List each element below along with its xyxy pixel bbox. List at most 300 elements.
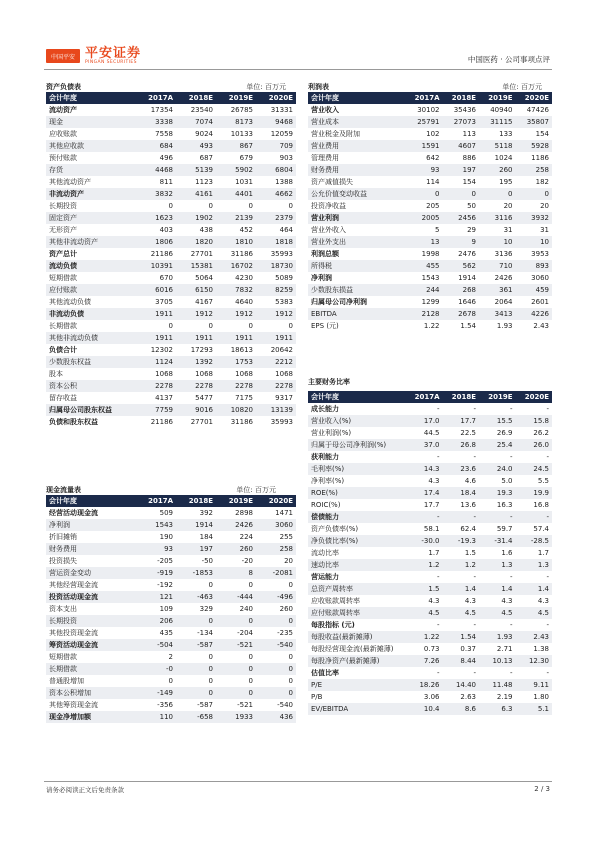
- row-label: 投资活动现金流: [46, 591, 136, 603]
- row-value: 3338: [136, 116, 176, 128]
- row-label: EPS (元): [311, 322, 339, 330]
- row-value: -204: [237, 629, 253, 637]
- row-value: 903: [279, 154, 293, 162]
- row-value: -1853: [176, 567, 216, 579]
- row-value: -: [509, 621, 513, 629]
- table-row: [308, 595, 552, 607]
- row-value: 13.6: [460, 501, 476, 509]
- row-value: 182: [535, 178, 549, 186]
- row-value: 20: [503, 202, 513, 210]
- row-label: 其他投资现金流: [49, 629, 98, 637]
- row-value: -30.0: [406, 535, 443, 547]
- row-value: 29: [467, 226, 476, 234]
- row-label: EBITDA: [308, 308, 406, 320]
- row-value: 1068: [275, 370, 293, 378]
- table-row: [46, 627, 296, 639]
- balance-sheet-table: [46, 92, 296, 428]
- row-value: 709: [256, 140, 296, 152]
- table-row: [308, 284, 552, 296]
- column-header-year: 2020E: [516, 391, 553, 403]
- row-value: 4607: [443, 140, 480, 152]
- row-label: 营业费用: [308, 140, 406, 152]
- row-value: 1623: [136, 212, 176, 224]
- table-row: [308, 703, 552, 715]
- row-label: 资产负债率(%): [311, 525, 359, 533]
- row-value: 4226: [516, 308, 553, 320]
- row-value: 438: [199, 226, 213, 234]
- row-value: 2456: [443, 212, 480, 224]
- table-row: [308, 260, 552, 272]
- row-value: -521: [237, 701, 253, 709]
- row-value: 1.93: [496, 322, 513, 330]
- row-value: 1911: [136, 308, 176, 320]
- table-row: [46, 284, 296, 296]
- row-value: 17293: [190, 346, 213, 354]
- row-value: 1024: [494, 154, 513, 162]
- table-row: [308, 272, 552, 284]
- row-value: 16.8: [533, 501, 549, 509]
- row-value: 1186: [531, 154, 549, 162]
- table-row: [46, 152, 296, 164]
- row-value: -658: [176, 711, 216, 723]
- table-row: [46, 404, 296, 416]
- row-label: 长期借款: [46, 663, 136, 675]
- row-value: 17354: [150, 106, 173, 114]
- row-value: 35993: [270, 250, 293, 258]
- row-value: 13: [406, 236, 443, 248]
- row-value: 197: [443, 164, 480, 176]
- row-value: 4137: [155, 394, 173, 402]
- row-label: 短期借款: [49, 274, 77, 282]
- row-value: 3060: [256, 519, 296, 531]
- table-row: [46, 687, 296, 699]
- row-value: 1.4: [516, 583, 553, 595]
- row-label: 总资产周转率: [308, 583, 406, 595]
- row-value: -587: [197, 701, 213, 709]
- row-value: 24.0: [479, 463, 516, 475]
- row-value: 0: [208, 202, 213, 210]
- row-value: 24.5: [516, 463, 553, 475]
- row-value: 2064: [494, 298, 513, 306]
- row-value: 4167: [195, 298, 213, 306]
- logo-name: 平安证券: [85, 46, 142, 61]
- row-value: 4.5: [443, 607, 480, 619]
- row-value: 27701: [190, 250, 213, 258]
- row-value: 3953: [531, 250, 549, 258]
- row-value: 25791: [406, 116, 443, 128]
- row-value: 1471: [275, 509, 293, 517]
- row-value: 1.93: [479, 631, 516, 643]
- row-value: 0: [288, 322, 293, 330]
- row-value: 5089: [275, 274, 293, 282]
- row-value: -: [509, 453, 513, 461]
- table-row: [308, 140, 552, 152]
- row-value: 0: [288, 581, 293, 589]
- row-value: 17.0: [406, 415, 443, 427]
- row-label: 营业外收入: [311, 226, 346, 234]
- row-value: 361: [479, 284, 516, 296]
- row-value: 31331: [270, 106, 293, 114]
- row-value: 1.3: [479, 559, 516, 571]
- row-value: 5139: [176, 164, 216, 176]
- table-row: [308, 523, 552, 535]
- column-header-year: 2017A: [136, 92, 176, 104]
- row-value: 2898: [235, 509, 253, 517]
- row-value: -: [479, 511, 516, 523]
- row-value: 1998: [421, 250, 440, 258]
- row-value: 452: [239, 226, 253, 234]
- row-label: 公允价值变动收益: [308, 188, 406, 200]
- row-value: 1.2: [443, 559, 480, 571]
- row-label: 负债和股东权益: [49, 418, 98, 426]
- row-value: 1.7: [428, 549, 440, 557]
- row-label: 营业税金及附加: [311, 130, 360, 138]
- row-value: 3705: [155, 298, 173, 306]
- row-value: 4.5: [479, 607, 516, 619]
- row-value: 0: [288, 202, 293, 210]
- row-value: 35807: [516, 116, 553, 128]
- row-label: 其他应收款: [46, 140, 136, 152]
- row-value: 16702: [216, 260, 256, 272]
- table-row: [308, 296, 552, 308]
- row-value: 19.9: [516, 487, 553, 499]
- row-value: 4.6: [464, 477, 476, 485]
- row-value: 22.5: [460, 429, 476, 437]
- table-row: [46, 675, 296, 687]
- row-value: 27701: [190, 418, 213, 426]
- table-row: [46, 200, 296, 212]
- row-label: 净负债比率(%): [308, 535, 406, 547]
- row-value: 1.4: [443, 583, 480, 595]
- row-value: -: [406, 511, 443, 523]
- row-value: -: [436, 453, 440, 461]
- row-value: 8.44: [443, 655, 480, 667]
- row-value: -: [436, 669, 440, 677]
- table-row: [46, 380, 296, 392]
- row-label: 资本公积: [46, 380, 136, 392]
- row-value: 8: [216, 567, 256, 579]
- row-label: P/E: [308, 679, 406, 691]
- table-row: [308, 619, 552, 631]
- row-value: 0: [248, 322, 253, 330]
- column-header-year: 2020E: [256, 495, 296, 507]
- row-label: 少数股东权益: [46, 356, 136, 368]
- row-value: -: [516, 511, 553, 523]
- table-row: [46, 236, 296, 248]
- column-header-year: 2019E: [479, 391, 516, 403]
- row-value: 205: [426, 202, 440, 210]
- table-row: [46, 567, 296, 579]
- row-label: 非流动资产: [46, 188, 136, 200]
- row-value: 10391: [136, 260, 176, 272]
- row-value: 684: [136, 140, 176, 152]
- row-value: 5: [435, 226, 440, 234]
- row-value: 57.4: [533, 525, 549, 533]
- row-value: 392: [199, 509, 213, 517]
- pingan-securities-logo: [46, 47, 141, 66]
- row-value: 7759: [136, 404, 176, 416]
- table-row: [308, 463, 552, 475]
- table-row: [308, 128, 552, 140]
- table-row: [308, 691, 552, 703]
- row-value: -: [546, 453, 549, 461]
- row-value: 26.8: [443, 439, 480, 451]
- header-divider: [44, 69, 552, 70]
- cash-flow-title: 现金流量表: [46, 486, 81, 494]
- row-label: 每股收益(最新摊薄): [308, 631, 406, 643]
- row-value: 27073: [443, 116, 480, 128]
- row-value: 18.4: [443, 487, 480, 499]
- row-value: 0: [208, 677, 213, 685]
- table-row: [46, 140, 296, 152]
- row-value: 1.80: [533, 693, 549, 701]
- row-value: 4.3: [501, 597, 513, 605]
- row-value: 3060: [531, 274, 549, 282]
- table-header-row: [46, 495, 296, 507]
- row-value: 8.6: [443, 703, 480, 715]
- income-statement-section: [308, 80, 552, 332]
- row-label: EV/EBITDA: [308, 703, 406, 715]
- row-value: 2278: [136, 380, 176, 392]
- row-value: 1820: [176, 236, 216, 248]
- row-value: -540: [277, 701, 293, 709]
- row-value: 4662: [256, 188, 296, 200]
- table-row: [46, 591, 296, 603]
- row-value: 0: [248, 653, 253, 661]
- row-value: 21186: [150, 418, 173, 426]
- row-value: 16.3: [496, 501, 513, 509]
- row-value: 110: [136, 711, 176, 723]
- row-value: 642: [426, 154, 440, 162]
- balance-sheet-unit: 单位: 百万元: [246, 83, 286, 91]
- row-label: 营业收入(%): [308, 415, 406, 427]
- row-value: 197: [176, 543, 216, 555]
- row-value: 4468: [136, 164, 176, 176]
- column-header-year: 2020E: [256, 92, 296, 104]
- row-label: 所得税: [308, 260, 406, 272]
- table-row: [308, 224, 552, 236]
- table-row: [46, 543, 296, 555]
- row-value: 4.5: [406, 607, 443, 619]
- column-header-year: 2017A: [406, 391, 443, 403]
- column-header-label: 会计年度: [46, 495, 136, 507]
- row-value: 1914: [458, 274, 476, 282]
- row-value: 0: [248, 202, 253, 210]
- row-value: 4161: [176, 188, 216, 200]
- row-value: 0: [256, 687, 296, 699]
- row-value: 1.22: [423, 322, 440, 330]
- row-label: 其他非流动负债: [46, 332, 136, 344]
- row-value: -0: [136, 663, 176, 675]
- row-value: 0: [406, 188, 443, 200]
- table-row: [46, 212, 296, 224]
- row-value: 9317: [275, 394, 293, 402]
- column-header-year: 2017A: [136, 495, 176, 507]
- table-row: [46, 555, 296, 567]
- row-value: 5383: [275, 298, 293, 306]
- row-value: 11.48: [479, 679, 516, 691]
- row-value: 35993: [270, 418, 293, 426]
- row-label: 短期借款: [49, 653, 77, 661]
- row-label: 长期借款: [49, 322, 77, 330]
- income-statement-table: [308, 92, 552, 332]
- row-label: P/B: [311, 693, 323, 701]
- row-value: 0: [176, 615, 216, 627]
- row-value: 1.2: [406, 559, 443, 571]
- row-value: -20: [241, 557, 253, 565]
- row-value: 15.5: [479, 415, 516, 427]
- row-label: ROIC(%): [311, 501, 341, 509]
- row-label: ROE(%): [308, 487, 406, 499]
- row-label: 资产总计: [49, 250, 77, 258]
- table-row: [46, 368, 296, 380]
- row-value: 7175: [235, 394, 253, 402]
- row-value: 1914: [176, 519, 216, 531]
- row-value: -: [509, 573, 513, 581]
- table-row: [46, 507, 296, 519]
- row-value: 1911: [176, 332, 216, 344]
- row-value: 1753: [216, 356, 256, 368]
- row-value: 30102: [417, 106, 440, 114]
- table-row: [308, 104, 552, 116]
- income-statement-title: 利润表: [308, 83, 329, 91]
- row-label: 净利润: [46, 519, 136, 531]
- table-row: [308, 248, 552, 260]
- row-value: 464: [279, 226, 293, 234]
- row-value: 5064: [195, 274, 213, 282]
- row-value: 93: [406, 164, 443, 176]
- row-value: 12.30: [516, 655, 553, 667]
- row-value: 2005: [406, 212, 443, 224]
- row-value: 4.5: [516, 607, 553, 619]
- row-value: 15.8: [516, 415, 553, 427]
- column-header-year: 2018E: [176, 495, 216, 507]
- ratios-title: 主要财务比率: [308, 378, 350, 386]
- table-row: [308, 571, 552, 583]
- row-label: 现金净增加额: [46, 711, 136, 723]
- row-value: 26.2: [533, 429, 549, 437]
- row-label: 营业收入: [311, 106, 339, 114]
- row-value: 190: [159, 533, 173, 541]
- row-label: 其他经营现金流: [49, 581, 98, 589]
- row-value: 1.5: [464, 549, 476, 557]
- row-value: -: [509, 405, 513, 413]
- row-value: -463: [176, 591, 216, 603]
- row-value: 102: [426, 130, 440, 138]
- row-label: 成长能力: [311, 405, 339, 413]
- row-label: 估值比率: [311, 669, 339, 677]
- row-value: 154: [535, 130, 549, 138]
- row-value: 2678: [443, 308, 480, 320]
- row-value: 9016: [176, 404, 216, 416]
- table-row: [308, 475, 552, 487]
- row-value: 6.3: [479, 703, 516, 715]
- row-value: 1392: [176, 356, 216, 368]
- row-value: 4230: [235, 274, 253, 282]
- row-value: -521: [216, 639, 256, 651]
- row-value: 0: [288, 677, 293, 685]
- row-value: 133: [499, 130, 513, 138]
- row-value: 562: [443, 260, 480, 272]
- row-label: 应付账款周转率: [308, 607, 406, 619]
- row-value: 1.54: [443, 631, 480, 643]
- logo-english: PINGAN SECURITIES: [85, 60, 137, 65]
- row-value: 5118: [479, 140, 516, 152]
- row-value: 1388: [275, 178, 293, 186]
- row-value: 1902: [176, 212, 216, 224]
- table-row: [308, 499, 552, 511]
- row-value: 0: [288, 653, 293, 661]
- row-value: 8259: [256, 284, 296, 296]
- row-label: 应收账款: [49, 130, 77, 138]
- row-value: 0: [208, 653, 213, 661]
- row-value: 2379: [256, 212, 296, 224]
- row-value: 867: [216, 140, 256, 152]
- row-value: 224: [239, 533, 253, 541]
- row-label: 净利润: [311, 274, 332, 282]
- row-label: 归属母公司净利润: [311, 298, 367, 306]
- row-value: 0: [256, 663, 296, 675]
- row-value: 1.5: [406, 583, 443, 595]
- row-value: 31115: [479, 116, 516, 128]
- row-value: 21186: [150, 250, 173, 258]
- row-label: 速动比率: [308, 559, 406, 571]
- table-row: [308, 667, 552, 679]
- row-value: 6150: [176, 284, 216, 296]
- table-row: [46, 579, 296, 591]
- row-value: 1.54: [460, 322, 476, 330]
- row-value: 1123: [195, 178, 213, 186]
- table-row: [46, 344, 296, 356]
- table-row: [46, 296, 296, 308]
- row-value: -: [546, 621, 549, 629]
- ratios-table: [308, 391, 552, 715]
- row-value: 811: [159, 178, 173, 186]
- row-value: 25.4: [479, 439, 516, 451]
- row-value: 3413: [479, 308, 516, 320]
- row-value: 496: [159, 154, 173, 162]
- column-header-year: 2018E: [443, 92, 480, 104]
- row-value: 10: [516, 236, 553, 248]
- row-label: 其他筹资现金流: [49, 701, 98, 709]
- row-value: 4640: [235, 298, 253, 306]
- row-label: 其他流动资产: [49, 178, 91, 186]
- row-label: 流动负债: [46, 260, 136, 272]
- row-value: 1806: [136, 236, 176, 248]
- row-value: 20642: [270, 346, 293, 354]
- table-row: [308, 559, 552, 571]
- row-value: 3136: [494, 250, 513, 258]
- table-row: [308, 511, 552, 523]
- row-value: 893: [516, 260, 553, 272]
- row-value: -28.5: [516, 535, 553, 547]
- row-label: 营业成本: [308, 116, 406, 128]
- row-value: 687: [199, 154, 213, 162]
- row-value: 2426: [216, 519, 256, 531]
- row-value: 31: [503, 226, 513, 234]
- row-value: -192: [157, 581, 173, 589]
- row-value: 23.6: [443, 463, 480, 475]
- row-value: 44.5: [423, 429, 440, 437]
- row-value: 26785: [230, 106, 253, 114]
- row-value: 1124: [136, 356, 176, 368]
- column-header-year: 2019E: [216, 92, 256, 104]
- row-value: 0: [168, 202, 173, 210]
- row-value: -: [473, 405, 476, 413]
- row-value: 1.22: [406, 631, 443, 643]
- row-value: 0: [208, 322, 213, 330]
- row-value: 8173: [216, 116, 256, 128]
